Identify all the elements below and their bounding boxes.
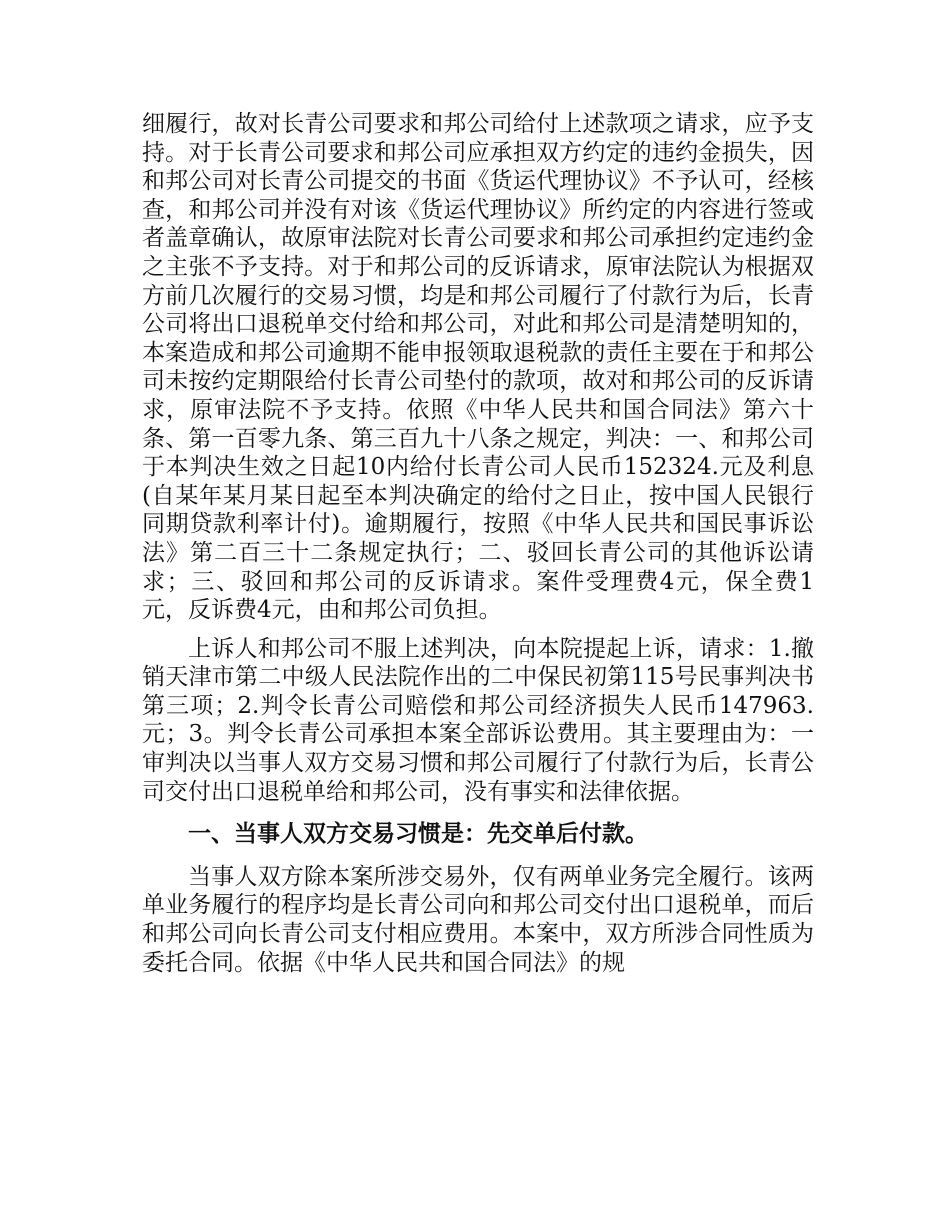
document-body (142, 110, 814, 977)
section-heading: 一、当事人双方交易习惯是：先交单后付款。 (188, 820, 648, 848)
paragraph-trade-custom: 当事人双方除本案所涉交易外，仅有两单业务完全履行。该两单业务履行的程序均是长青公司向和邦公司交付出口退税单，而后和邦公司向长青公司支付相应费用。本案中，双方所涉合同性质为委托合同。依据《中华人民共和国合同法》的规 (142, 863, 814, 976)
paragraph-appeal-request: 上诉人和邦公司不服上述判决，向本院提起上诉，请求：1.撤销天津市第二中级人民法院作出的二中保民初第115号民事判决书第三项；2.判令长青公司赔偿和邦公司经济损失人民币147963.元；3。判令长青公司承担本案全部诉讼费用。其主要理由为：一审判决以当事人双方交易习惯和邦公司履行了付款行为后，长青公司交付出口退税单给和邦公司，没有事实和法律依据。 (142, 635, 814, 805)
paragraph-judgment-summary: 细履行，故对长青公司要求和邦公司给付上述款项之请求，应予支持。对于长青公司要求和邦公司应承担双方约定的违约金损失，因和邦公司对长青公司提交的书面《货运代理协议》不予认可，经核查，和邦公司并没有对该《货运代理协议》所约定的内容进行签或者盖章确认，故原审法院对长青公司要求和邦公司承担约定违约金之主张不予支持。对于和邦公司的反诉请求，原审法院认为根据双方前几次履行的交易习惯，均是和邦公司履行了付款行为后，长青公司将出口退税单交付给和邦公司，对此和邦公司是清楚明知的，本案造成和邦公司逾期不能申报领取退税款的责任主要在于和邦公司未按约定期限给付长青公司垫付的款项，故对和邦公司的反诉请求，原审法院不予支持。依照《中华人民共和国合同法》第六十条、第一百零九条、第三百九十八条之规定，判决：一、和邦公司于本判决生效之日起10内给付长青公司人民币152324.元及利息(自某年某月某日起至本判决确定的给付之日止，按中国人民银行同期贷款利率计付)。逾期履行，按照《中华人民共和国民事诉讼法》第二百三十二条规定执行；二、驳回长青公司的其他诉讼请求；三、驳回和邦公司的反诉请求。案件受理费4元，保全费1元，反诉费4元，由和邦公司负担。 (142, 111, 814, 624)
